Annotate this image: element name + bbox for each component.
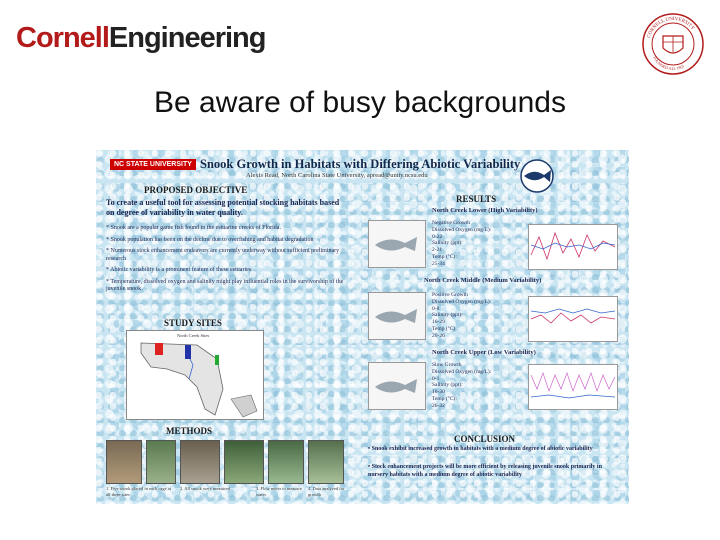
poster-image [96, 150, 629, 504]
stat-line: 16-30 [432, 389, 445, 396]
stats-lower [432, 220, 512, 268]
bullet-item: * Abiotic variability is a prominent feature of these estuaries [106, 267, 252, 273]
methods-photo-creek [224, 440, 264, 484]
results-heading: RESULTS [456, 194, 497, 204]
fish-icon [369, 221, 425, 267]
stat-line: 20-26 [432, 332, 445, 339]
stat-line: 26-32 [432, 402, 445, 409]
stat-line: Dissolved Oxygen (mg/L): [432, 298, 492, 305]
intro-bullets [106, 225, 346, 298]
fish-icon [369, 293, 425, 339]
stat-line: Salinity (ppt): [432, 382, 463, 389]
methods-caption: 3. Flow meter to measure water [256, 486, 302, 497]
conclusion-item: • Stock enhancement projects will be more efficient by releasing juvenile snook primarily in nursery habitats with a medium degree of abiotic variability [368, 464, 602, 478]
stat-line: Salinity (ppt): [432, 240, 463, 247]
logo-cornell-text: Cornell [16, 22, 109, 54]
objective-heading: PROPOSED OBJECTIVE [144, 185, 248, 195]
stats-middle [432, 292, 512, 340]
poster-title: Snook Growth in Habitats with Differing Abiotic Variability [200, 157, 521, 171]
growth-graph-middle [368, 292, 426, 340]
logo-engineering-text: Engineering [108, 22, 266, 54]
poster-authors: Alexis Read, North Carolina State University, apread@unity.ncsu.edu [246, 172, 428, 179]
cornell-engineering-logo [16, 22, 265, 55]
methods-heading: METHODS [166, 426, 213, 436]
study-site-map [126, 330, 264, 420]
stat-line: Slow Growth [432, 362, 462, 368]
stats-upper [432, 362, 512, 410]
svg-text:CORNELL UNIVERSITY: CORNELL UNIVERSITY [646, 16, 695, 39]
florida-map-icon [127, 339, 263, 419]
methods-photo-site [268, 440, 304, 484]
bullet-item: * Numerous stock enhancement endeavors are currently underway without sufficient preliminary research [106, 248, 340, 262]
section-heading-lower: North Creek Lower (High Variability) [432, 207, 538, 214]
variability-graph-upper [528, 364, 618, 410]
stat-line: 25-34 [432, 260, 445, 267]
conclusion-heading: CONCLUSION [454, 434, 516, 444]
methods-photo-measure [180, 440, 220, 484]
ncsu-badge: NC STATE UNIVERSITY [110, 159, 196, 170]
stat-line: 16-29 [432, 319, 445, 326]
stat-line: Dissolved Oxygen (mg/L): [432, 226, 492, 233]
map-caption: North Creek Sites [177, 333, 210, 338]
slide-title: Be aware of busy backgrounds [154, 86, 566, 119]
bullet-item: * Snook population has been on the decline due to overfishing and habitat degradation [106, 236, 314, 243]
methods-caption: 2. All snook were measured [180, 486, 231, 491]
stat-line: Temp (°C): [432, 253, 457, 260]
objective-text: To create a useful tool for assessing potential stocking habitats based on degree of variability in water quality. [106, 198, 340, 217]
bullet-item: * Temperature, dissolved oxygen and salinity might play influential roles in the survivorship of the juvenile snook [106, 278, 344, 292]
stat-line: 0-8 [432, 305, 440, 312]
conclusion-item: • Snook exhibit increased growth in habitats with a medium degree of abiotic variability [368, 446, 593, 452]
methods-photo-meter [308, 440, 344, 484]
methods-caption: 1. Five snook placed in each cage at all three sites [106, 486, 171, 497]
variability-graph-lower [528, 224, 618, 270]
variability-graph-middle [528, 296, 618, 342]
fish-logo-icon [516, 158, 558, 194]
growth-graph-upper [368, 362, 426, 410]
stat-line: 0-22 [432, 233, 443, 240]
stat-line: Temp (°C): [432, 325, 457, 332]
methods-photo-fish [146, 440, 176, 484]
stat-line: Temp (°C): [432, 395, 457, 402]
methods-caption: 4. Data analyzed for growth [308, 486, 345, 497]
stat-line: 2-21 [432, 247, 443, 254]
stat-line: Salinity (ppt): [432, 312, 463, 319]
methods-photo-cages [106, 440, 142, 484]
fish-icon [369, 363, 425, 409]
bullet-item: * Snook are a popular game fish found in the estuarine creeks of Florida. [106, 225, 281, 231]
stat-line: 0-1 [432, 375, 440, 382]
stat-line: Positive Growth [432, 292, 468, 298]
study-sites-heading: STUDY SITES [164, 318, 222, 328]
section-heading-middle: North Creek Middle (Medium Variability) [424, 277, 542, 284]
cornell-seal-icon [641, 12, 705, 76]
svg-text:FOUNDED A.D. 1865: FOUNDED A.D. 1865 [652, 55, 685, 72]
stat-line: Negative Growth [432, 220, 471, 226]
growth-graph-lower [368, 220, 426, 268]
section-heading-upper: North Creek Upper (Low Variability) [432, 349, 536, 356]
stat-line: Dissolved Oxygen (mg/L): [432, 368, 492, 375]
